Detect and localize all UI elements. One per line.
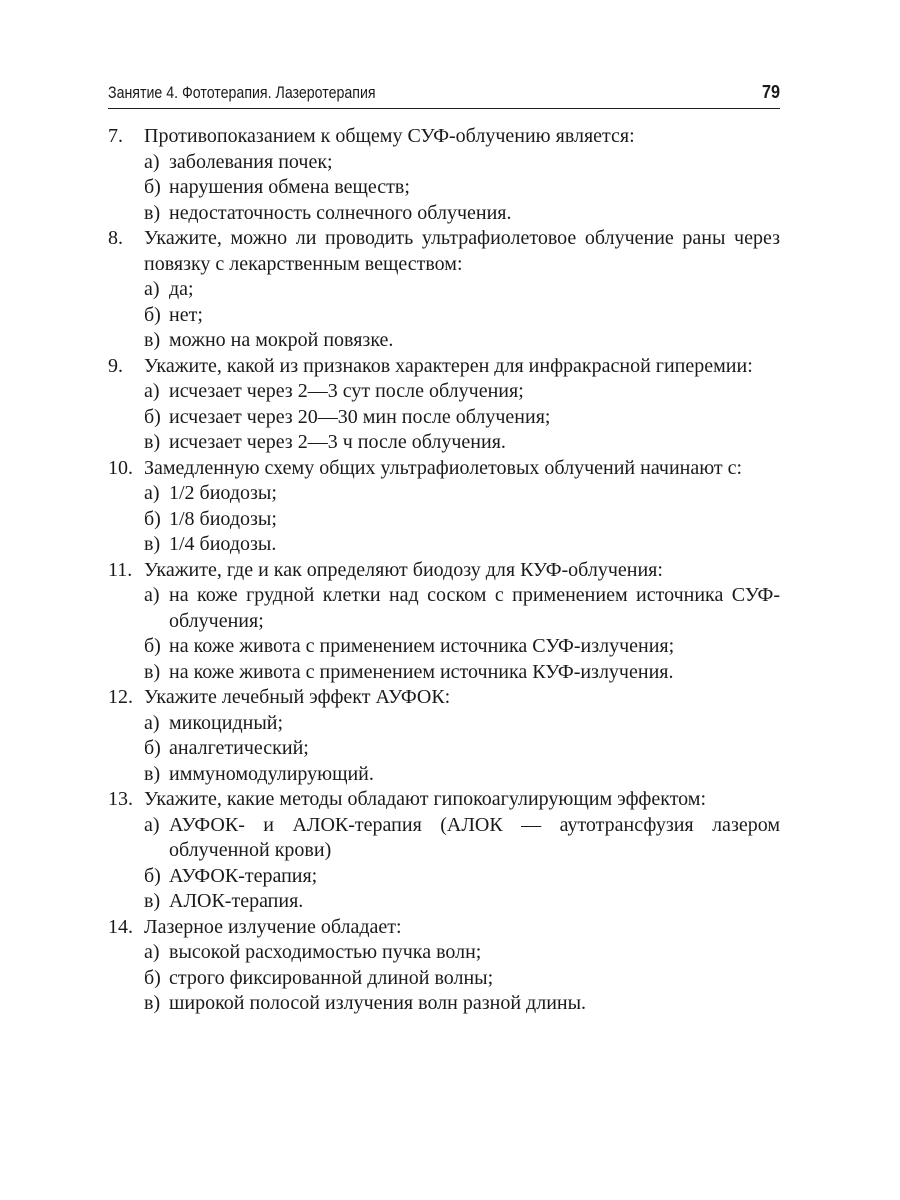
option-letter: а) <box>144 150 160 173</box>
option-text: заболевания почек; <box>169 150 333 173</box>
option-text: нарушения обмена веществ; <box>169 176 410 198</box>
option-text: исчезает через 2—3 сут после облучения; <box>169 380 524 402</box>
option-text: на коже грудной клетки над соском с применением источника СУФ-облучения; <box>169 584 780 632</box>
question-item <box>108 558 780 686</box>
answer-options <box>144 583 780 685</box>
answer-option <box>144 634 780 660</box>
option-letter: б) <box>144 176 161 198</box>
option-text: высокой расходимостью пучка волн; <box>169 941 482 963</box>
option-text: широкой полосой излучения волн разной длины. <box>169 992 587 1014</box>
option-letter: б) <box>144 966 161 989</box>
answer-options <box>144 813 780 915</box>
answer-options <box>144 481 780 558</box>
answer-option <box>144 864 780 890</box>
answer-option <box>144 889 780 915</box>
question-text: Лазерное излучение обладает: <box>144 915 402 938</box>
option-text: микоцидный; <box>169 711 284 734</box>
question-item <box>108 787 780 915</box>
question-text: Укажите лечебный эффект АУФОК: <box>144 686 451 708</box>
answer-option <box>144 991 780 1017</box>
option-letter: а) <box>144 813 160 836</box>
option-text: исчезает через 20—30 мин после облучения; <box>169 405 551 428</box>
answer-options <box>144 379 780 456</box>
answer-options <box>144 277 780 354</box>
option-letter: в) <box>144 533 161 555</box>
answer-option <box>144 507 780 533</box>
answer-option <box>144 328 780 354</box>
option-text: нет; <box>169 303 203 326</box>
option-letter: а) <box>144 482 160 504</box>
option-letter: а) <box>144 584 160 606</box>
question-list <box>108 124 780 1017</box>
answer-option <box>144 736 780 762</box>
option-text: 1/2 биодозы; <box>169 482 277 504</box>
answer-option <box>144 532 780 558</box>
page-number: 79 <box>761 82 780 102</box>
question-number: 10. <box>108 456 133 479</box>
option-text: на коже живота с применением источника СУФ-излучения; <box>169 635 675 657</box>
question-text: Замедленную схему общих ультрафиолетовых облучений начинают с: <box>144 456 743 479</box>
option-text: аналгетический; <box>169 737 309 759</box>
answer-option <box>144 277 780 303</box>
option-letter: б) <box>144 635 161 657</box>
question-number: 9. <box>108 354 123 377</box>
running-header <box>108 82 780 108</box>
answer-options <box>144 150 780 227</box>
question-text: Укажите, можно ли проводить ультрафиолетовое облучение раны через повязку с лекарственным веществом: <box>144 227 780 275</box>
answer-option <box>144 762 780 788</box>
option-text: строго фиксированной длиной волны; <box>169 966 494 989</box>
question-item <box>108 456 780 558</box>
answer-option <box>144 150 780 176</box>
answer-option <box>144 813 780 864</box>
option-letter: а) <box>144 278 160 300</box>
answer-option <box>144 201 780 227</box>
question-number: 11. <box>108 558 133 581</box>
option-text: можно на мокрой повязке. <box>169 329 394 351</box>
question-number: 8. <box>108 227 123 249</box>
answer-option <box>144 175 780 201</box>
question-item <box>108 915 780 1017</box>
question-number: 14. <box>108 915 133 938</box>
question-number: 7. <box>108 125 123 147</box>
option-letter: в) <box>144 992 161 1014</box>
header-rule <box>108 108 780 109</box>
option-letter: в) <box>144 201 161 224</box>
question-text: Укажите, какие методы обладают гипокоагулирующим эффектом: <box>144 788 707 810</box>
question-text: Укажите, где и как определяют биодозу для КУФ-облучения: <box>144 558 663 581</box>
answer-option <box>144 379 780 405</box>
answer-options <box>144 711 780 788</box>
option-text: АЛОК-терапия. <box>169 890 304 912</box>
question-text: Укажите, какой из признаков характерен для инфракрасной гиперемии: <box>144 354 753 377</box>
option-text: недостаточность солнечного облучения. <box>169 201 512 224</box>
answer-option <box>144 405 780 431</box>
option-letter: б) <box>144 507 161 530</box>
question-number: 12. <box>108 686 133 708</box>
answer-option <box>144 940 780 966</box>
answer-option <box>144 303 780 329</box>
option-letter: б) <box>144 737 161 759</box>
option-text: исчезает через 2—3 ч после облучения. <box>169 431 506 453</box>
option-text: АУФОК- и АЛОК-терапия (АЛОК — аутотрансфузия лазером облученной крови) <box>169 813 780 861</box>
question-text: Противопоказанием к общему СУФ-облучению является: <box>144 125 635 147</box>
answer-option <box>144 711 780 737</box>
option-text: иммуномодулирующий. <box>169 762 374 785</box>
answer-option <box>144 583 780 634</box>
question-item <box>108 226 780 354</box>
option-letter: в) <box>144 431 161 453</box>
chapter-title: Занятие 4. Фототерапия. Лазеротерапия <box>108 84 376 102</box>
question-item <box>108 354 780 456</box>
option-letter: б) <box>144 303 161 326</box>
answer-option <box>144 481 780 507</box>
option-text: 1/4 биодозы. <box>169 533 277 555</box>
option-letter: а) <box>144 941 160 963</box>
option-letter: а) <box>144 711 160 734</box>
option-letter: в) <box>144 890 161 912</box>
option-letter: а) <box>144 380 160 402</box>
option-letter: в) <box>144 660 161 683</box>
option-text: 1/8 биодозы; <box>169 507 277 530</box>
option-text: АУФОК-терапия; <box>169 864 318 887</box>
answer-option <box>144 430 780 456</box>
answer-option <box>144 966 780 992</box>
option-letter: б) <box>144 864 161 887</box>
answer-option <box>144 660 780 686</box>
option-letter: в) <box>144 762 161 785</box>
option-text: да; <box>169 278 194 300</box>
question-item <box>108 124 780 226</box>
option-letter: в) <box>144 329 161 351</box>
option-letter: б) <box>144 405 161 428</box>
question-item <box>108 685 780 787</box>
option-text: на коже живота с применением источника КУФ-излучения. <box>169 660 674 683</box>
question-number: 13. <box>108 788 133 810</box>
answer-options <box>144 940 780 1017</box>
